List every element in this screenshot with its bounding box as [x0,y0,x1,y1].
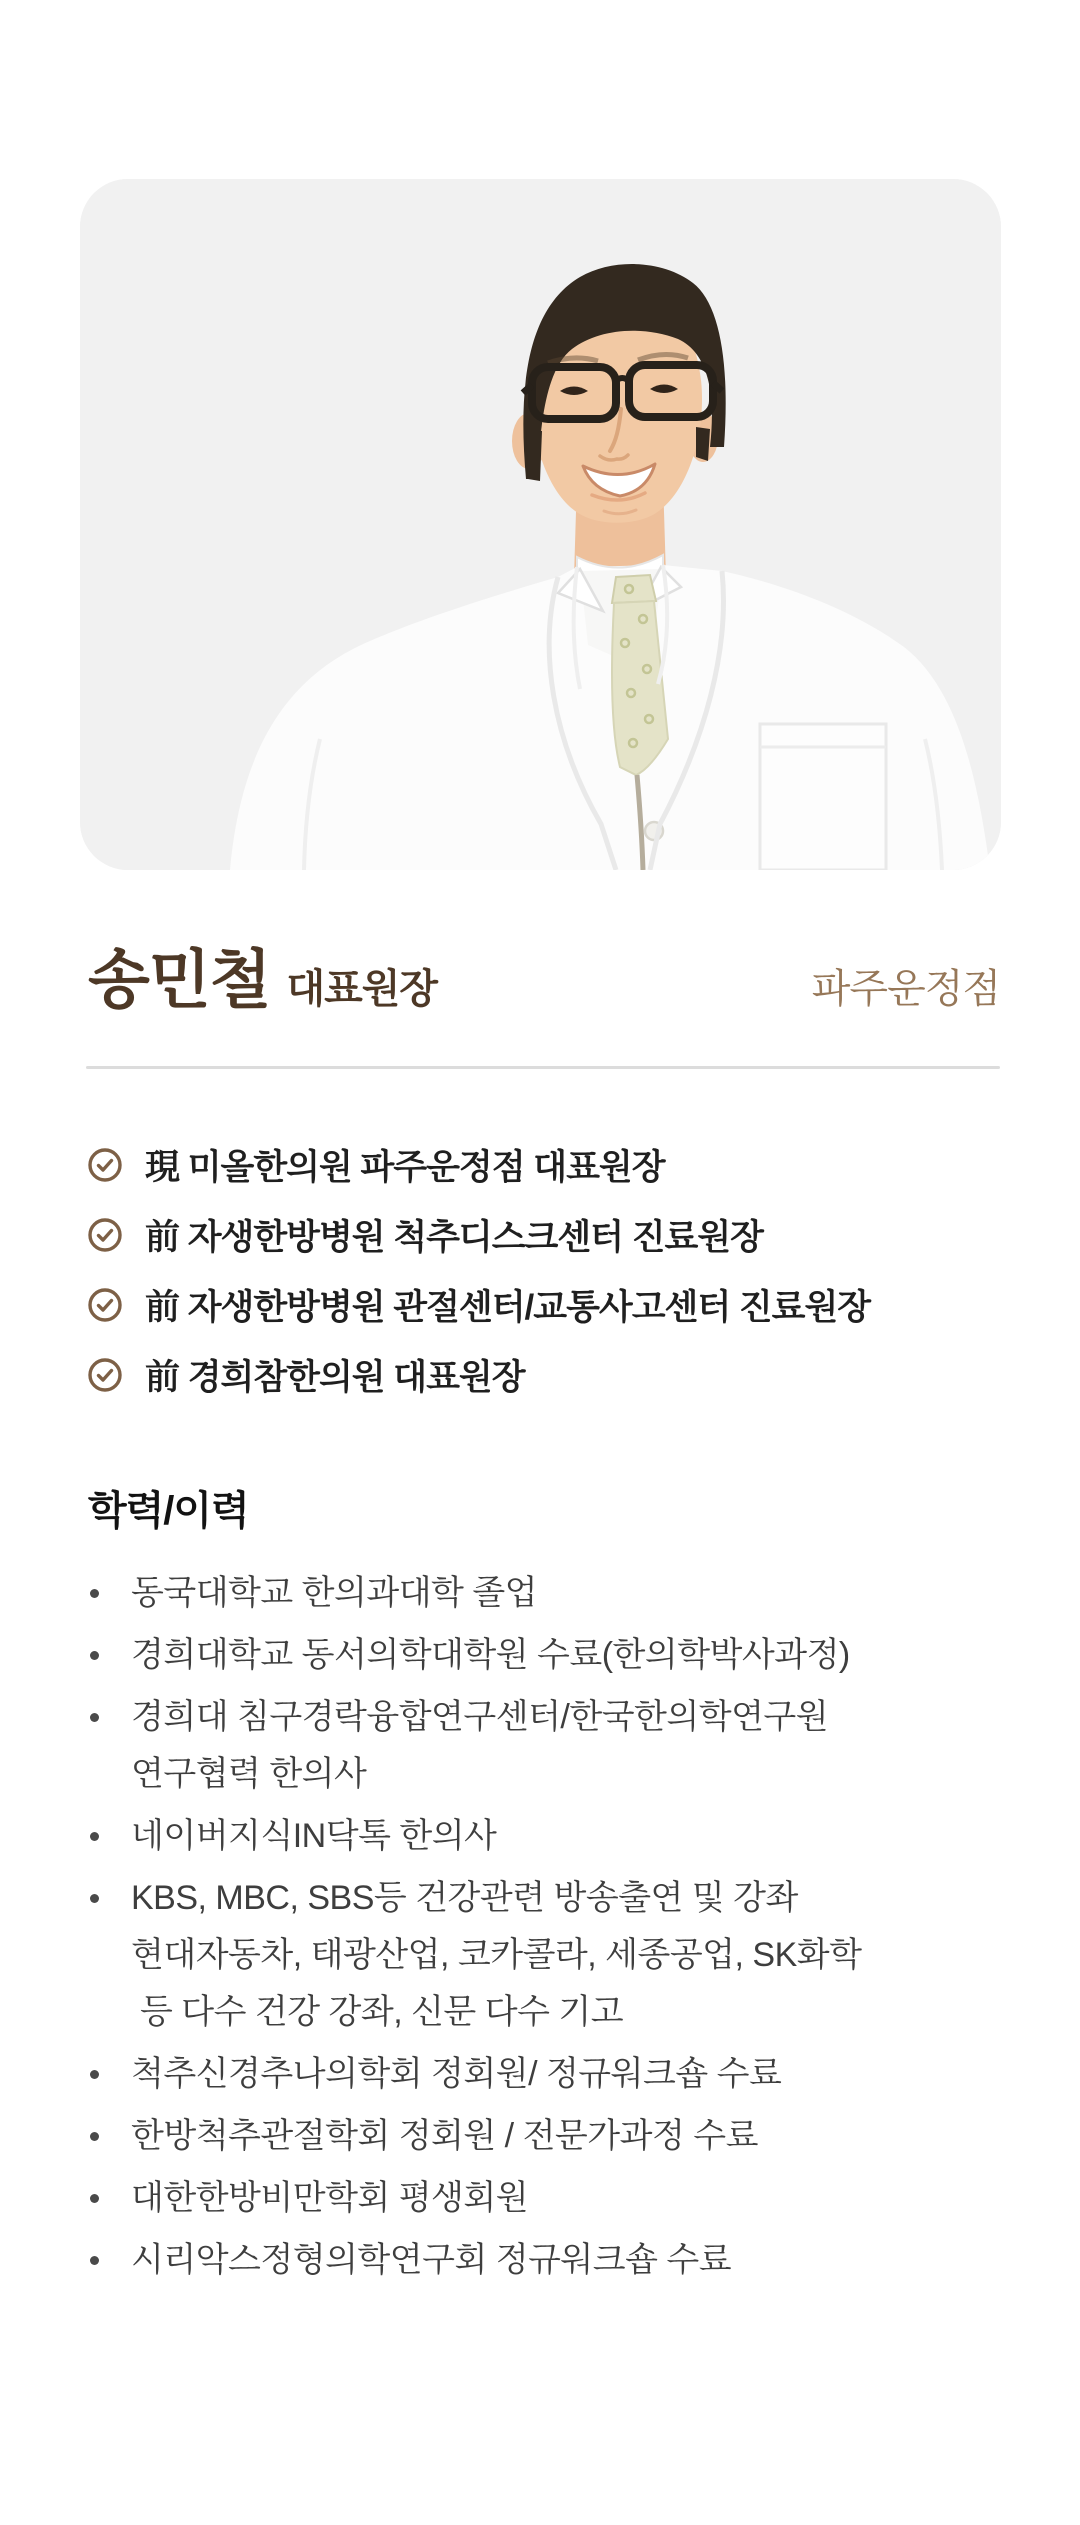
history-item-line: KBS, MBC, SBS등 건강관련 방송출연 및 강좌 [131,1879,798,1917]
highlight-item [88,1200,1020,1270]
history-item-line: 현대자동차, 태광산업, 코카콜라, 세종공업, SK화학 [131,1936,862,1974]
doctor-portrait-image [80,179,1001,870]
highlight-item [88,1340,1020,1410]
check-circle-icon [88,1358,122,1392]
history-heading: 학력/이력 [88,1489,249,1533]
name-row [88,944,1000,1016]
check-circle-icon [88,1288,122,1322]
bullet-dot [88,2232,131,2289]
history-list [88,1565,1040,2294]
history-item [88,1870,1040,2041]
photo-card [80,179,1001,870]
highlight-text: 前 자생한방병원 관절센터/교통사고센터 진료원장 [145,1288,871,1327]
highlight-item [88,1130,1020,1200]
history-item [88,2232,1040,2289]
history-item [88,1565,1040,1622]
history-item-line: 척추신경추나의학회 정회원/ 정규워크숍 수료 [131,2055,782,2093]
highlight-text: 現 미올한의원 파주운정점 대표원장 [145,1148,665,1187]
history-item-line: 경희대학교 동서의학대학원 수료(한의학박사과정) [131,1636,850,1674]
history-item [88,1689,1040,1803]
history-item [88,1808,1040,1865]
history-item [88,1627,1040,1684]
history-item-line: 경희대 침구경락융합연구센터/한국한의학연구원 [131,1698,829,1736]
bullet-dot [88,2170,131,2227]
branch-label: 파주운정점 [811,967,1000,1011]
history-item-line: 연구협력 한의사 [131,1755,367,1793]
bullet-dot [88,1565,131,1622]
history-item [88,2046,1040,2103]
check-circle-icon [88,1148,122,1182]
history-item-line: 한방척추관절학회 정회원 / 전문가과정 수료 [131,2117,758,2155]
bullet-dot [88,2046,131,2103]
doctor-name: 송민철 [88,944,271,1016]
history-item-line: 등 다수 건강 강좌, 신문 다수 기고 [131,1993,624,2031]
highlight-text: 前 자생한방병원 척추디스크센터 진료원장 [145,1218,763,1257]
bullet-dot [88,1870,131,2041]
bullet-dot [88,1808,131,1865]
highlights-list [88,1130,1020,1410]
highlight-text: 前 경희참한의원 대표원장 [145,1358,525,1397]
bullet-dot [88,1627,131,1684]
history-item-line: 시리악스정형의학연구회 정규워크숍 수료 [131,2241,732,2279]
history-item-line: 동국대학교 한의과대학 졸업 [131,1574,538,1612]
history-item [88,2108,1040,2165]
doctor-title: 대표원장 [286,967,438,1011]
history-item-line: 대한한방비만학회 평생회원 [131,2179,529,2217]
history-item [88,2170,1040,2227]
check-circle-icon [88,1218,122,1252]
section-divider [86,1066,1000,1069]
bullet-dot [88,2108,131,2165]
highlight-item [88,1270,1020,1340]
history-item-line: 네이버지식IN닥톡 한의사 [131,1817,497,1855]
bullet-dot [88,1689,131,1803]
